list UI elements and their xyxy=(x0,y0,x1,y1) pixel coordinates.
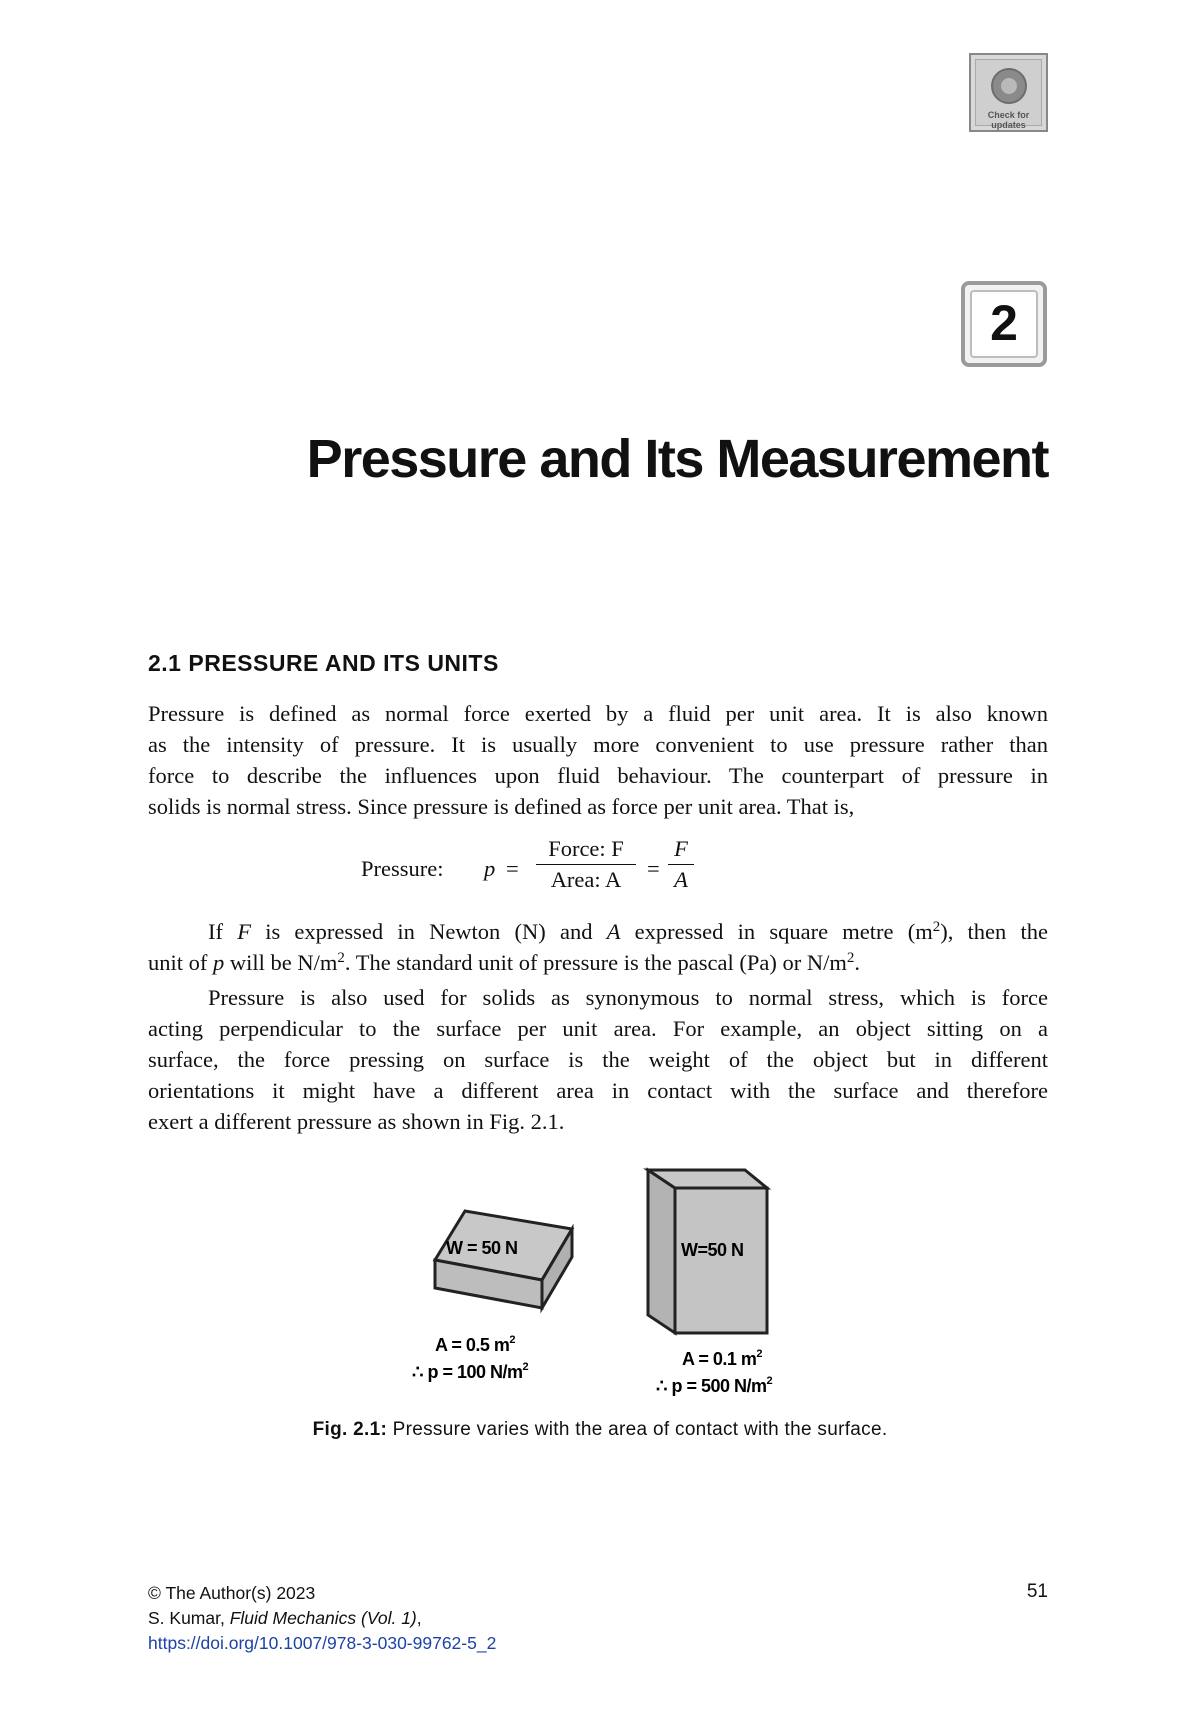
text-line: unit of p will be $N/m^2$. The standard unit of pressure is the pascal (Pa) or $N/m^2$. xyxy=(148,950,860,975)
chapter-number: 2 xyxy=(970,290,1038,358)
flat-block xyxy=(435,1211,572,1308)
block1-pressure-label: ∴ p = 100 $N/m^2$ xyxy=(412,1361,529,1382)
equals-sign: = xyxy=(506,856,519,881)
text-line: Pressure is also used for solids as synonymous to normal stress, which is force xyxy=(208,985,1048,1010)
text-line: exert a different pressure as shown in Fig. 2.1. xyxy=(148,1109,565,1134)
paragraph-1 xyxy=(148,698,1048,822)
block2-pressure-label: ∴ p = 500 $N/m^2$ xyxy=(656,1375,773,1396)
text-line: surface, the force pressing on surface is the weight of the object but in different xyxy=(148,1047,1048,1072)
pressure-equation xyxy=(361,836,701,906)
text-line: force to describe the influences upon fluid behaviour. The counterpart of pressure in xyxy=(148,763,1048,788)
fraction-bar xyxy=(668,864,694,865)
text-line: as the intensity of pressure. It is usually more convenient to use pressure rather than xyxy=(148,732,1048,757)
block1-area-label: A = 0.5 $m^2$ xyxy=(435,1334,515,1355)
fraction-denominator: Area: A xyxy=(550,867,622,892)
figure-illustration xyxy=(390,1160,830,1410)
figure-2-1 xyxy=(390,1160,830,1410)
section-heading: 2.1 PRESSURE AND ITS UNITS xyxy=(148,650,499,676)
equation-variable: p xyxy=(484,856,496,881)
paragraph-2 xyxy=(148,916,1048,978)
equation-label: Pressure: xyxy=(361,856,444,881)
citation: S. Kumar, Fluid Mechanics (Vol. 1), xyxy=(148,1608,422,1628)
fraction-bar xyxy=(536,864,636,865)
equals-sign: = xyxy=(647,856,660,881)
chapter-title: Pressure and Its Measurement xyxy=(306,429,1048,489)
chapter-number-box xyxy=(961,281,1047,367)
book-title: Fluid Mechanics (Vol. 1) xyxy=(229,1608,417,1628)
copyright-notice: © The Author(s) 2023 xyxy=(148,1583,316,1603)
paragraph-3 xyxy=(148,982,1048,1137)
text-line: orientations it might have a different area in contact with the surface and therefore xyxy=(148,1078,1048,1103)
block2-weight-label: W=50 N xyxy=(681,1240,744,1260)
badge-frame xyxy=(975,59,1042,130)
doi-link[interactable]: https://doi.org/10.1007/978-3-030-99762-5_2 xyxy=(148,1633,497,1653)
fraction-numerator: F xyxy=(674,836,688,861)
fraction-denominator: A xyxy=(674,867,688,892)
caption-label: Fig. 2.1: xyxy=(312,1419,388,1440)
text-line: solids is normal stress. Since pressure is defined as force per unit area. That is, xyxy=(148,794,855,819)
text-line: acting perpendicular to the surface per unit area. For example, an object sitting on a xyxy=(148,1016,1048,1041)
fraction-force-area xyxy=(536,836,636,893)
badge-label: Check for updates xyxy=(987,110,1030,130)
update-icon xyxy=(991,68,1027,104)
block2-area-label: A = 0.1 $m^2$ xyxy=(682,1348,762,1369)
block1-weight-label: W = 50 N xyxy=(446,1238,518,1258)
check-for-updates-badge[interactable] xyxy=(969,53,1048,132)
text-line: Pressure is defined as normal force exerted by a fluid per unit area. It is also known xyxy=(148,701,1048,726)
page-number: 51 xyxy=(1026,1581,1048,1602)
text-line: If F is expressed in Newton (N) and A expressed in square metre $(m^2)$, then the xyxy=(208,919,1049,944)
caption-text: Pressure varies with the area of contact with the surface. xyxy=(387,1419,888,1440)
figure-caption xyxy=(0,1419,1200,1441)
footer xyxy=(148,1581,496,1656)
fraction-numerator: Force: F xyxy=(548,836,624,861)
fraction-f-a xyxy=(668,836,694,893)
